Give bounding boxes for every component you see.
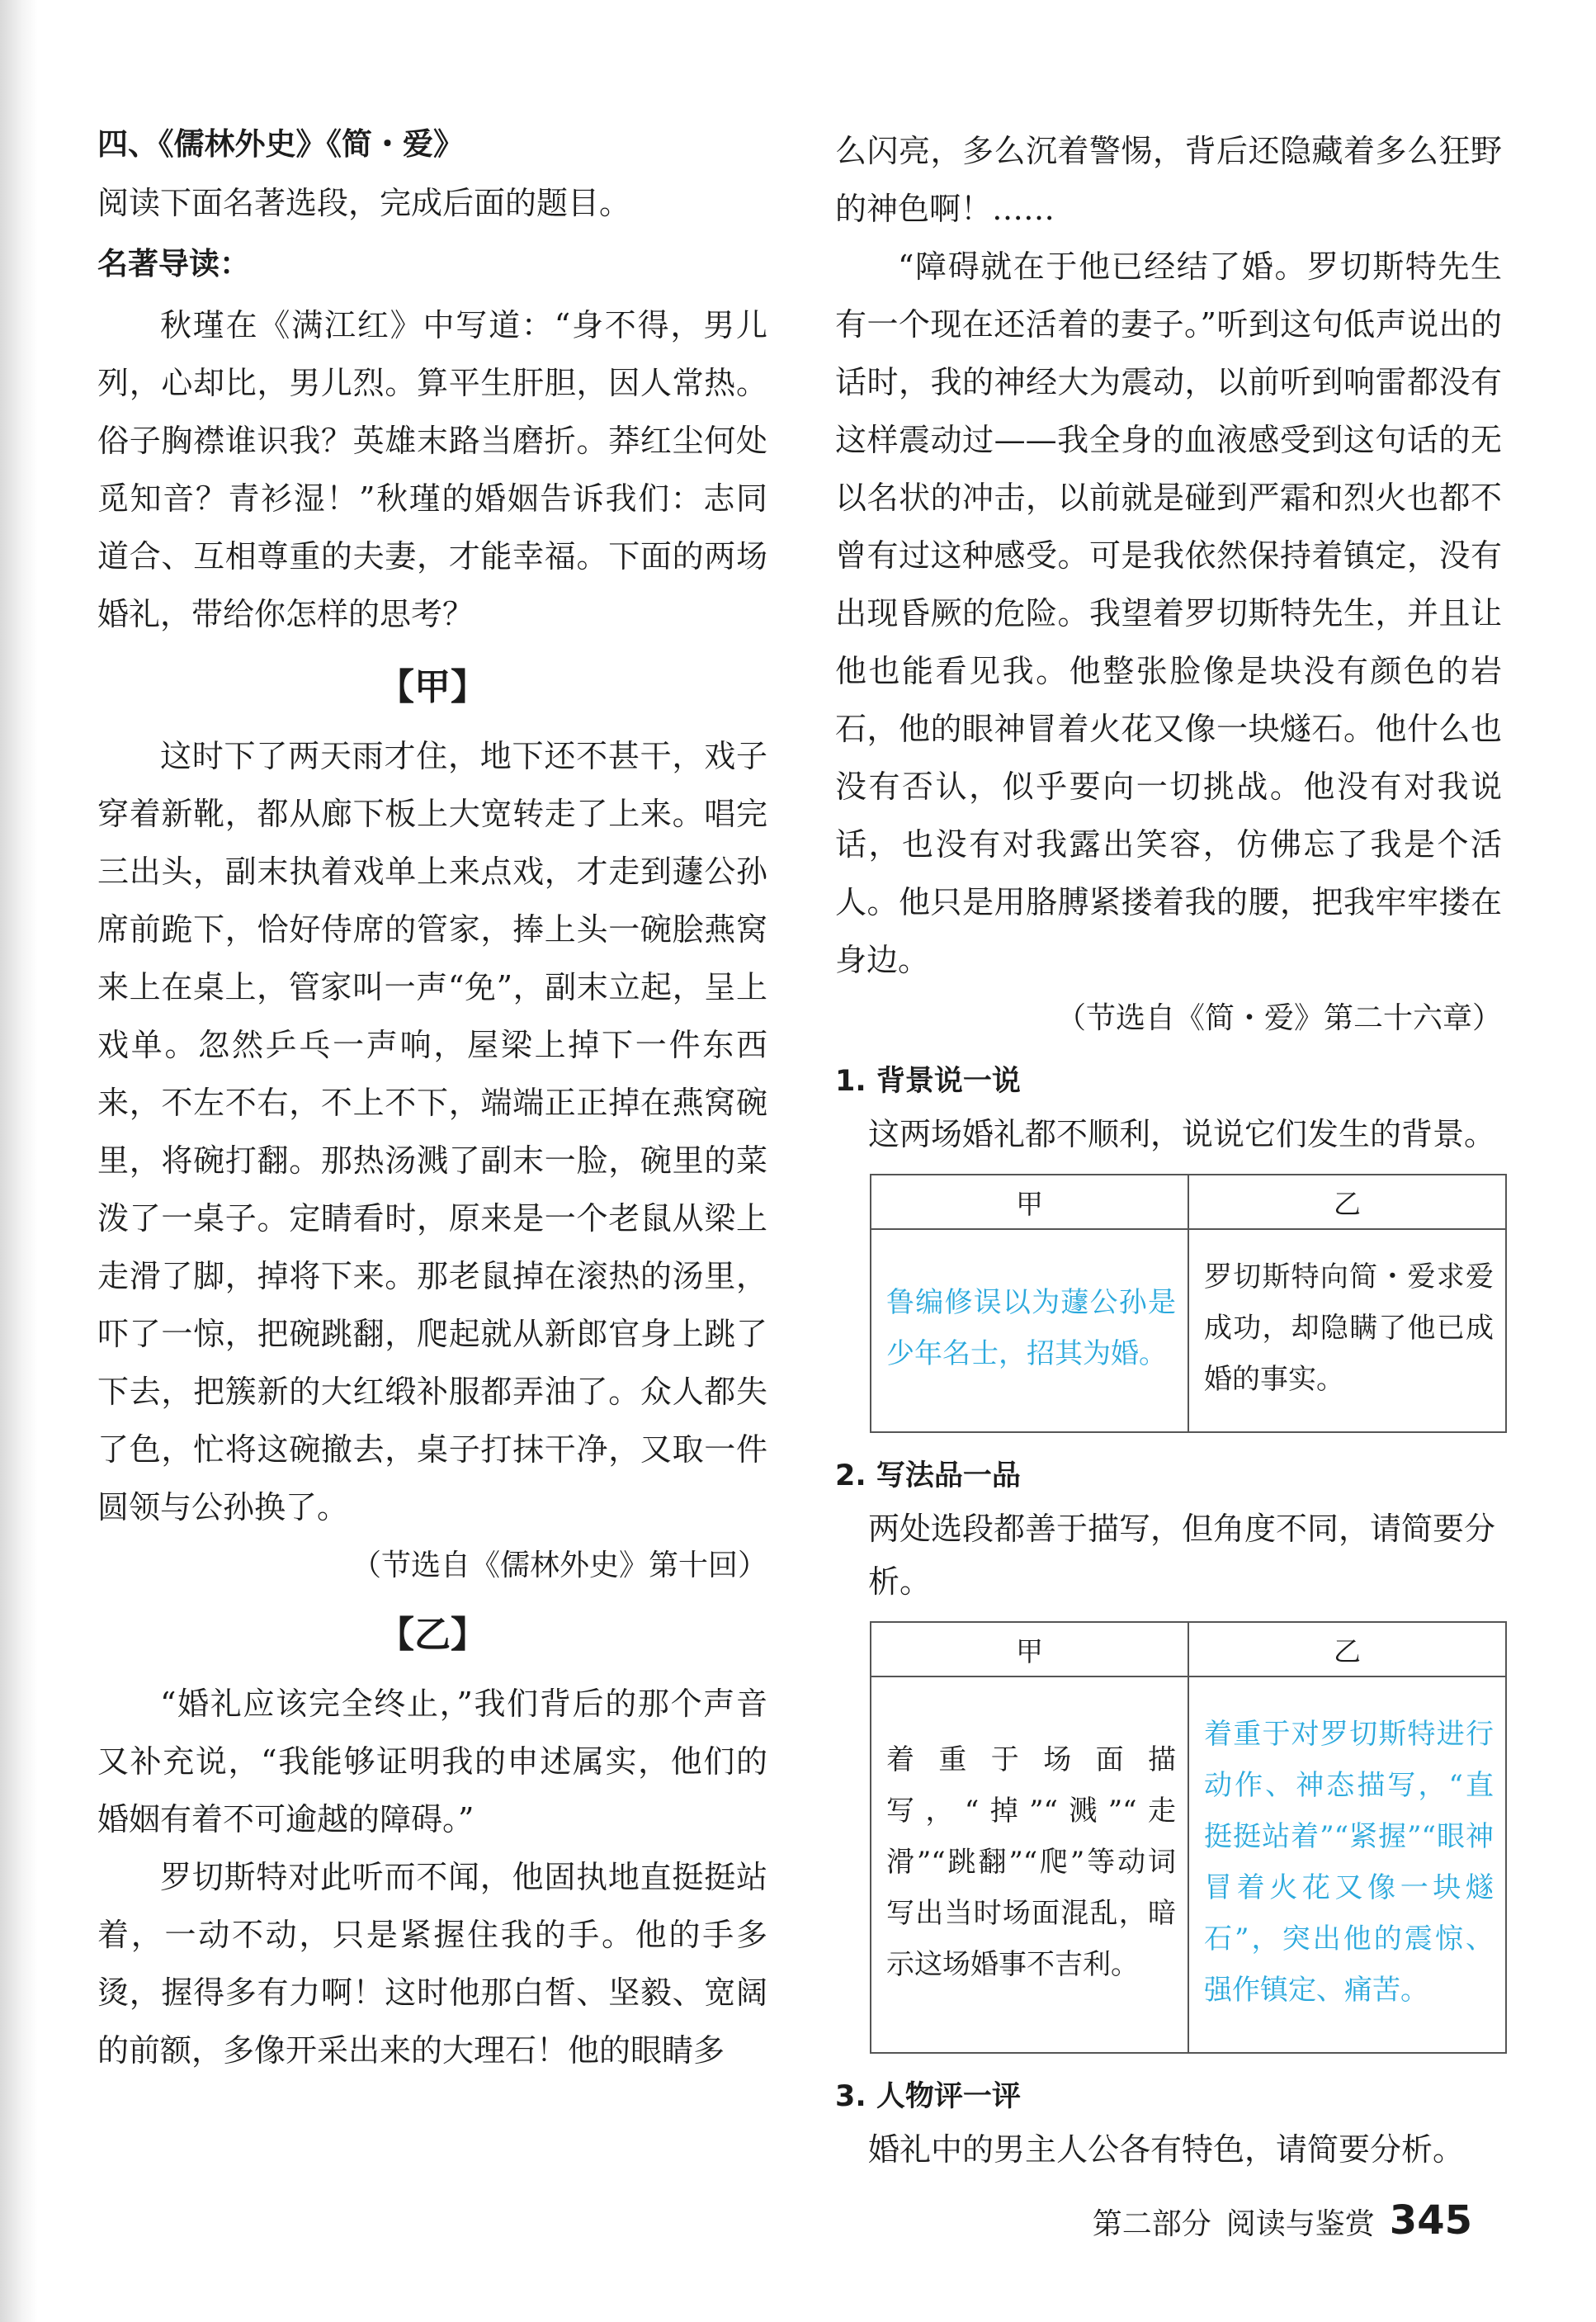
right-column [835, 122, 1502, 2176]
question-2-answer-table [870, 1621, 1507, 2054]
binding-shadow [0, 0, 38, 2322]
yi-paragraph-2-start: 罗切斯特对此听而不闻，他固执地直挺挺站着，一动不动，只是紧握住我的手。他的手多烫，握得多有力啊！这时他那白皙、坚毅、宽阔的前额，多像开采出来的大理石！他的眼睛多 [97, 1859, 767, 2069]
yi-paragraph-1: “婚礼应该完全终止，”我们背后的那个声音又补充说，“我能够证明我的申述属实，他们的婚姻有着不可逾越的障碍。” [97, 1686, 767, 1837]
footer-section: 第二部分 [1092, 2207, 1211, 2241]
question-3-title: 3. 人物评一评 [835, 2080, 1021, 2113]
question-2-title: 2. 写法品一品 [835, 1459, 1021, 1492]
guide-text: 秋瑾在《满江红》中写道：“身不得，男儿列，心却比，男儿烈。算平生肝胆，因人常热。俗子胸襟谁识我？英雄末路当磨折。莽红尘何处觅知音？青衫湿！”秋瑾的婚姻告诉我们：志同道合、互相尊重的夫妻，才能幸福。下面的两场婚礼，带给你怎样的思考？ [97, 307, 767, 632]
section-heading: 四、《儒林外史》《简・爱》 [97, 126, 464, 162]
yi-title: 【乙】 [378, 1614, 487, 1656]
answer-cell-yi: 罗切斯特向简・爱求爱成功，却隐瞒了他已成婚的事实。 [1188, 1229, 1506, 1432]
table-header-jia: 甲 [871, 1622, 1188, 1676]
left-column [97, 120, 767, 2079]
page-number: 345 [1389, 2197, 1472, 2244]
table-header-yi: 乙 [1188, 1622, 1506, 1676]
guide-label: 名著导读： [97, 246, 250, 281]
answer-cell-yi: 着重于对罗切斯特进行动作、神态描写，“直挺挺站着”“紧握”“眼神冒着火花又像一块燧石”，突出他的震惊、强作镇定、痛苦。 [1188, 1676, 1506, 2053]
question-1-text: 这两场婚礼都不顺利，说说它们发生的背景。 [868, 1116, 1496, 1152]
answer-cell-jia: 鲁编修误以为蘧公孙是少年名士，招其为婚。 [871, 1229, 1188, 1432]
yi-paragraph-3: “障碍就在于他已经结了婚。罗切斯特先生有一个现在还活着的妻子。”听到这句低声说出的话时，我的神经大为震动，以前听到响雷都没有这样震动过——我全身的血液感受到这句话的无以名状的冲击，以前就是碰到严霜和烈火也都不曾有过这种感受。可是我依然保持着镇定，没有出现昏厥的危险。我望着罗切斯特先生，并且让他也能看见我。他整张脸像是块没有颜色的岩石，他的眼神冒着火花又像一块燧石。他什么也没有否认，似乎要向一切挑战。他没有对我说话，也没有对我露出笑容，仿佛忘了我是个活人。他只是用胳膊紧搂着我的腰，把我牢牢搂在身边。 [835, 248, 1502, 978]
yi-paragraph-2-end: 么闪亮，多么沉着警惕，背后还隐藏着多么狂野的神色啊！…… [835, 133, 1502, 227]
answer-cell-jia: 着重于场面描写，“掉”“溅”“走滑”“跳翻”“爬”等动词写出当时场面混乱，暗示这场婚事不吉利。 [871, 1676, 1188, 2053]
page-footer [1093, 2197, 1472, 2244]
instruction: 阅读下面名著选段，完成后面的题目。 [97, 185, 631, 221]
table-header-yi: 乙 [1188, 1175, 1506, 1229]
question-1-title: 1. 背景说一说 [835, 1065, 1021, 1098]
jia-source: （节选自《儒林外史》第十回） [351, 1549, 767, 1582]
question-1-answer-table [870, 1174, 1507, 1433]
table-header-jia: 甲 [871, 1175, 1188, 1229]
question-3-text: 婚礼中的男主人公各有特色，请简要分析。 [868, 2131, 1465, 2168]
footer-subject: 阅读与鉴赏 [1225, 2207, 1375, 2241]
jia-title: 【甲】 [378, 666, 487, 708]
yi-source: （节选自《简・爱》第二十六章） [1055, 1001, 1502, 1035]
question-2-text: 两处选段都善于描写，但角度不同，请简要分析。 [868, 1511, 1496, 1600]
jia-text: 这时下了两天雨才住，地下还不甚干，戏子穿着新靴，都从廊下板上大宽转走了上来。唱完三出头，副末执着戏单上来点戏，才走到蘧公孙席前跪下，恰好侍席的管家，捧上头一碗脍燕窝来上在桌上，管家叫一声“免”，副末立起，呈上戏单。忽然乒乓一声响，屋梁上掉下一件东西来，不左不右，不上不下，端端正正掉在燕窝碗里，将碗打翻。那热汤溅了副末一脸，碗里的菜泼了一桌子。定睛看时，原来是一个老鼠从梁上走滑了脚，掉将下来。那老鼠掉在滚热的汤里，吓了一惊，把碗跳翻，爬起就从新郎官身上跳了下去，把簇新的大红缎补服都弄油了。众人都失了色，忙将这碗撤去，桌子打抹干净，又取一件圆领与公孙换了。 [97, 738, 767, 1525]
